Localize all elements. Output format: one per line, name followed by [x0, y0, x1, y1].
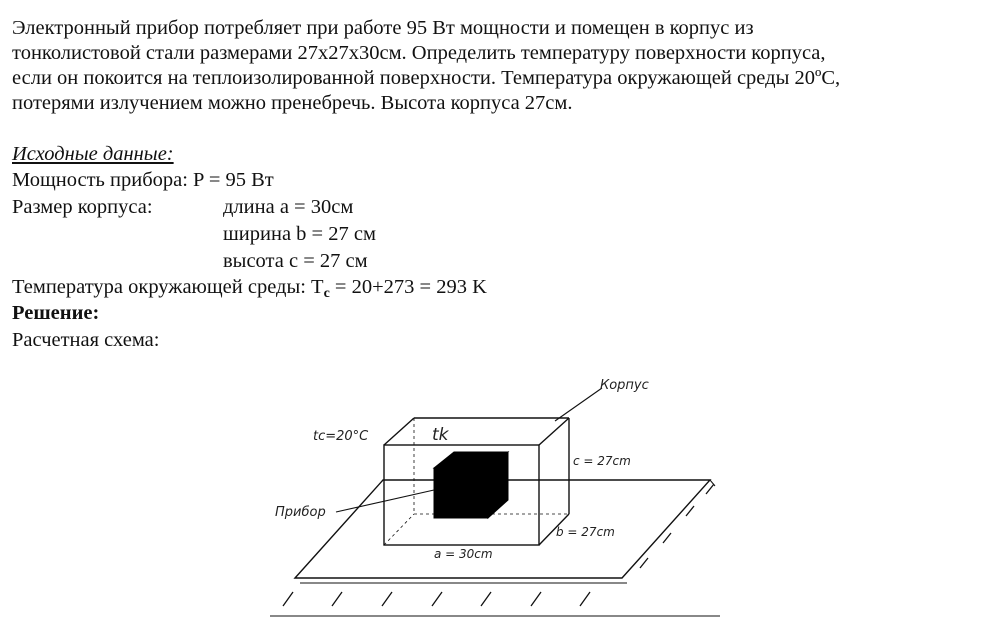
dim-c-label: c = 27cm [573, 454, 631, 468]
problem-line-3: если он покоится на теплоизолированной поверхности. Температура окружающей среды 20ºС, [12, 67, 841, 89]
solution-heading: Решение: [12, 302, 100, 324]
dim-b-label: b = 27cm [556, 525, 615, 539]
device-label: Прибор [275, 505, 326, 520]
given-height: высота c = 27 см [223, 250, 368, 272]
problem-line-1: Электронный прибор потребляет при работе 95 Вт мощности и помещен в корпус из [12, 17, 754, 39]
given-width: ширина b = 27 см [223, 223, 376, 245]
device-cube [434, 452, 508, 518]
dim-a-label: a = 30cm [434, 547, 493, 561]
ambient-value: = 20+273 = 293 K [329, 276, 487, 298]
problem-line-2: тонколистовой стали размерами 27х27х30см. Определить температуру поверхности корпуса, [12, 42, 826, 64]
scheme-label: Расчетная схема: [12, 329, 160, 351]
given-heading: Исходные данные: [12, 143, 174, 165]
ambient-subscript: c [323, 286, 330, 301]
housing-label: Корпус [600, 378, 649, 393]
surface-temp-label: tk [432, 425, 449, 445]
given-power: Мощность прибора: P = 95 Вт [12, 169, 274, 191]
ambient-temp-label: tc=20°C [313, 429, 369, 444]
problem-line-4: потерями излучением можно пренебречь. Высота корпуса 27см. [12, 92, 573, 114]
given-length: длина a = 30см [223, 196, 354, 218]
ambient-prefix: Температура окружающей среды: T [12, 276, 324, 298]
given-size-label: Размер корпуса: [12, 196, 153, 218]
